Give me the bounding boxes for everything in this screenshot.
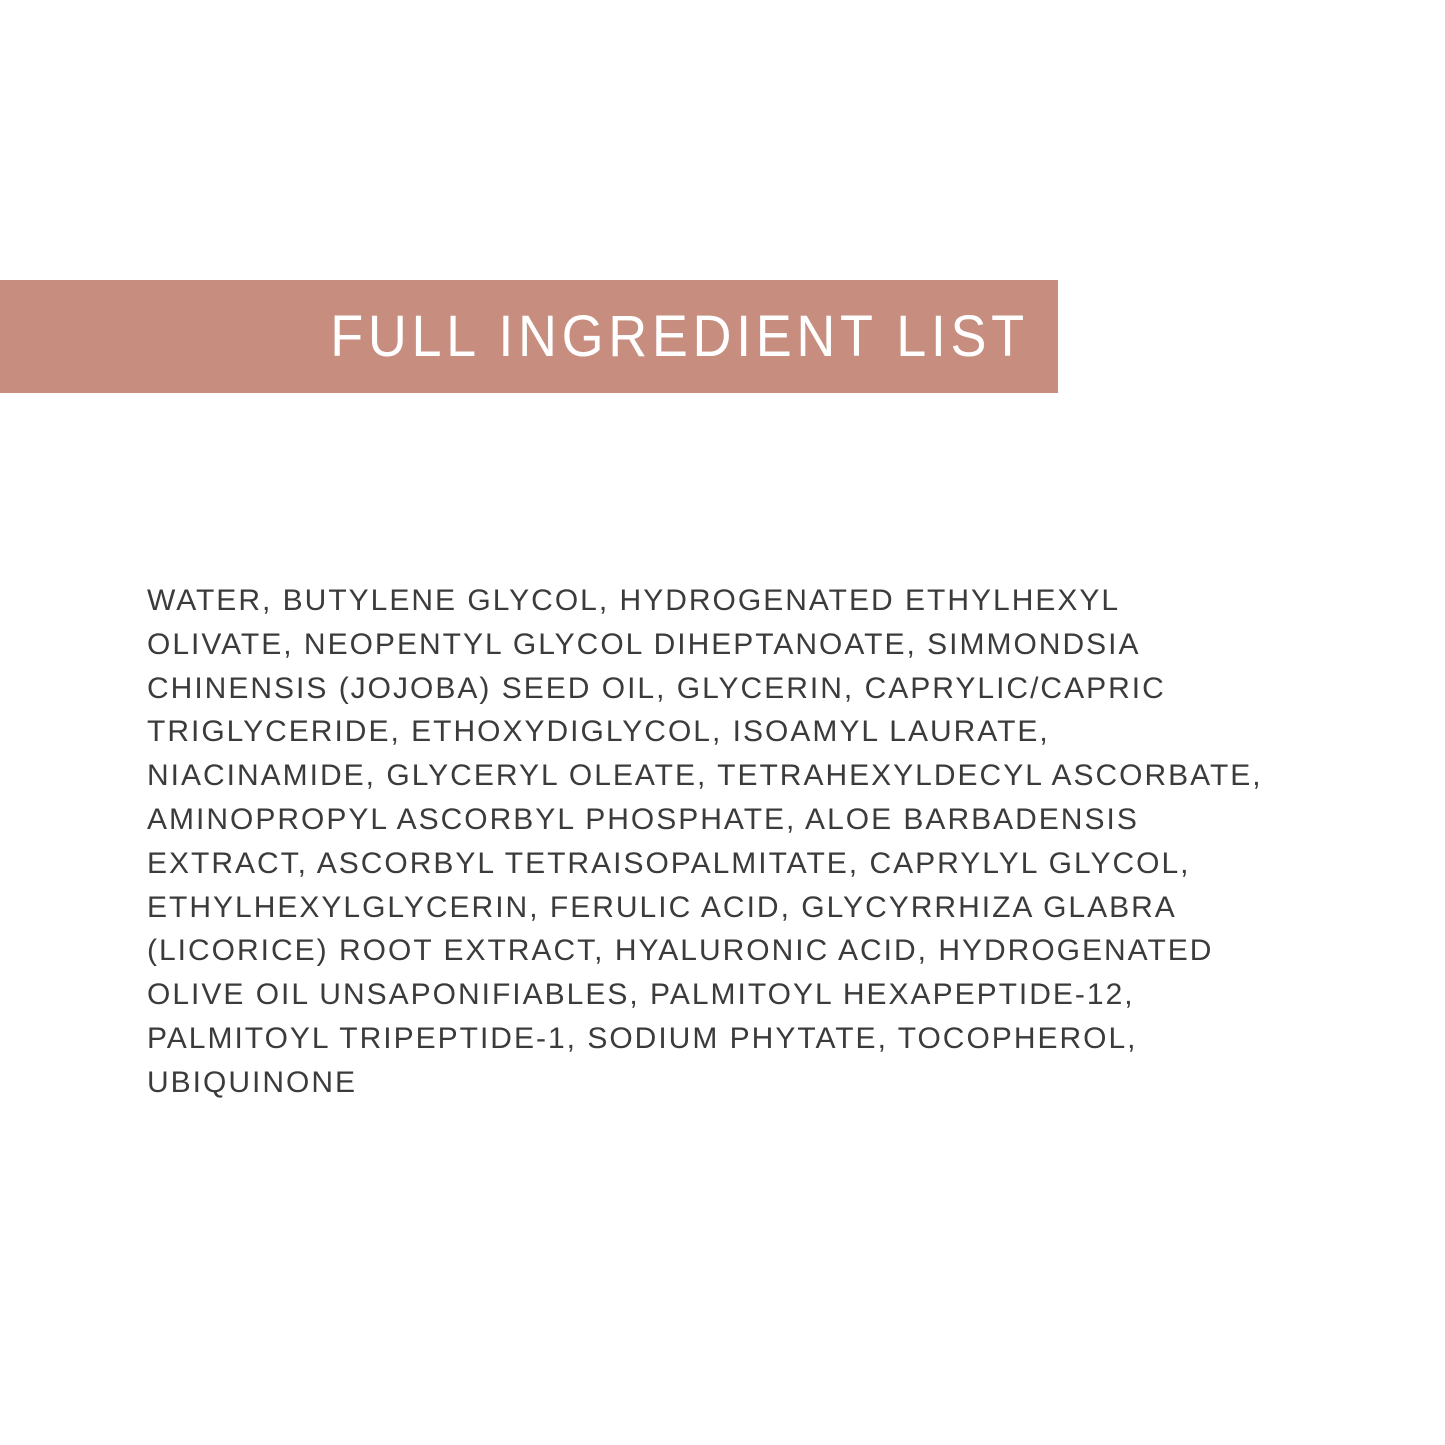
ingredient-line-1: WATER, BUTYLENE GLYCOL, HYDROGENATED ETHYLHEXYL (147, 584, 1121, 617)
ingredient-line-2: OLIVATE, NEOPENTYL GLYCOL DIHEPTANOATE, SIMMONDSIA (147, 627, 1141, 661)
ingredient-line-9: (LICORICE) ROOT EXTRACT, HYALURONIC ACID, HYDROGENATED (147, 934, 1214, 968)
ingredient-line-6: AMINOPROPYL ASCORBYL PHOSPHATE, ALOE BARBADENSIS (147, 802, 1139, 836)
ingredient-line-5: NIACINAMIDE, GLYCERYL OLEATE, TETRAHEXYLDECYL ASCORBATE, (147, 759, 1263, 793)
ingredient-line-4: TRIGLYCERIDE, ETHOXYDIGLYCOL, ISOAMYL LAURATE, (147, 715, 1050, 749)
section-title: FULL INGREDIENT LIST (330, 304, 1030, 369)
ingredient-line-7: EXTRACT, ASCORBYL TETRAISOPALMITATE, CAPRYLYL GLYCOL, (147, 846, 1191, 880)
ingredient-line-8: ETHYLHEXYLGLYCERIN, FERULIC ACID, GLYCYRRHIZA GLABRA (147, 890, 1177, 924)
ingredient-line-10: OLIVE OIL UNSAPONIFIABLES, PALMITOYL HEXAPEPTIDE-12, (147, 978, 1135, 1012)
ingredient-line-11: PALMITOYL TRIPEPTIDE-1, SODIUM PHYTATE, TOCOPHEROL, (147, 1021, 1138, 1055)
ingredient-list (147, 579, 1263, 1105)
ingredient-line-12: UBIQUINONE (147, 1065, 358, 1099)
ingredient-line-3: CHINENSIS (JOJOBA) SEED OIL, GLYCERIN, CAPRYLIC/CAPRIC (147, 671, 1166, 705)
section-header-banner (0, 280, 1058, 393)
